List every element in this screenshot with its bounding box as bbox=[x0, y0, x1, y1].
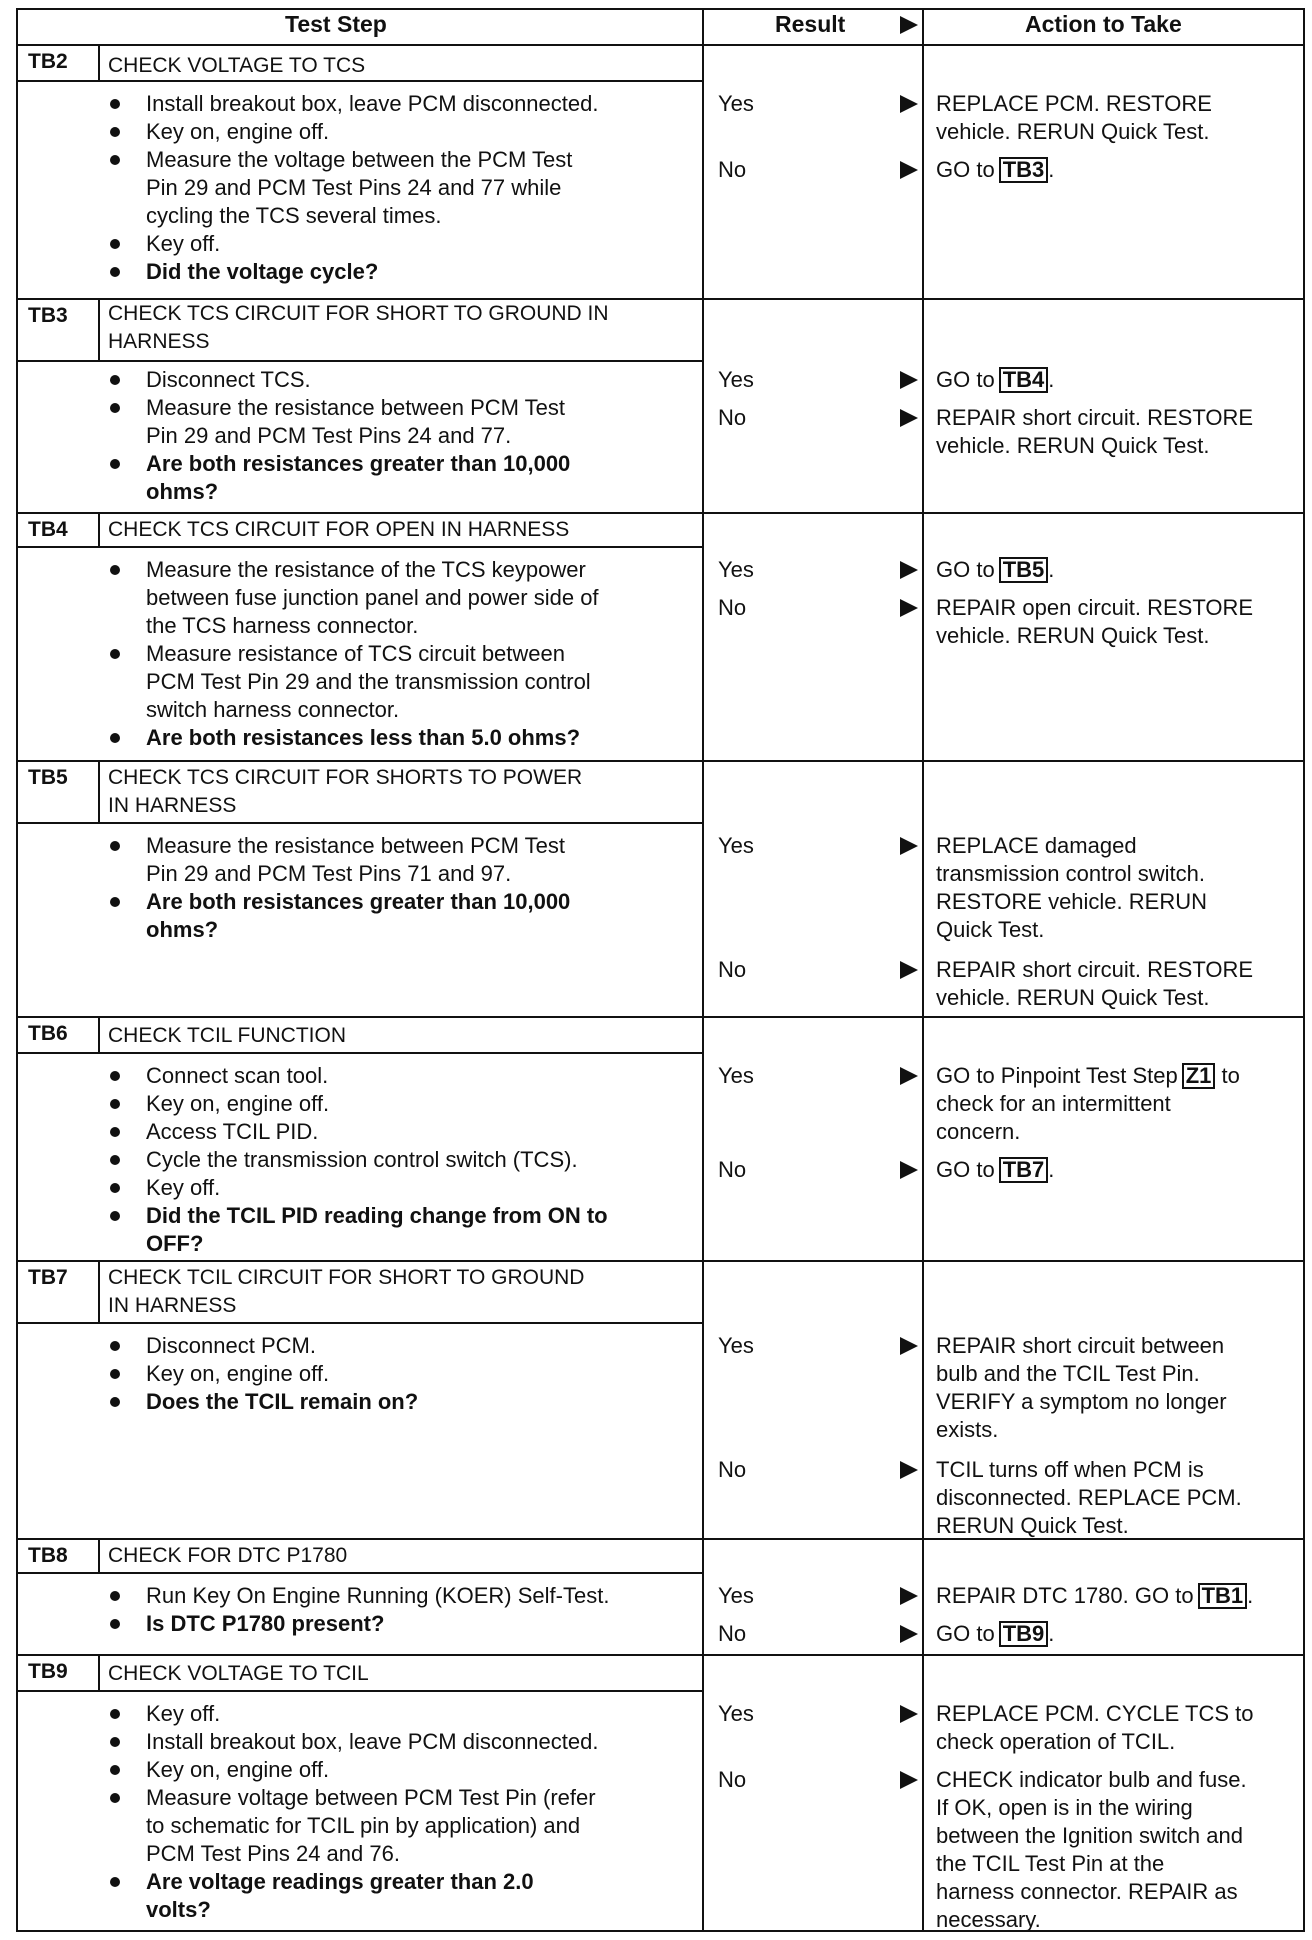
bullet-icon bbox=[110, 267, 120, 277]
bullet-icon bbox=[110, 1071, 120, 1081]
row-tb3-step-text: Are both resistances greater than 10,000 bbox=[146, 451, 571, 476]
result-arrow-icon bbox=[900, 599, 918, 617]
row-tb4-result-yes: Yes bbox=[718, 557, 754, 582]
row-tb4-code: TB4 bbox=[28, 518, 68, 541]
row-tb8-title: CHECK FOR DTC P1780 bbox=[108, 1544, 348, 1567]
bullet-icon bbox=[110, 1155, 120, 1165]
row-tb4-code-underline bbox=[16, 546, 98, 548]
row-tb9-step-text: Key on, engine off. bbox=[146, 1757, 330, 1782]
action-suffix: . bbox=[1048, 1157, 1055, 1182]
row-tb2-step-text: Install breakout box, leave PCM disconnected. bbox=[146, 91, 599, 116]
row-tb9-action-text: CHECK indicator bulb and fuse. bbox=[936, 1767, 1247, 1792]
bullet-icon bbox=[110, 239, 120, 249]
row-tb2-step-text: Pin 29 and PCM Test Pins 24 and 77 while bbox=[146, 175, 562, 200]
row-tb3-title: HARNESS bbox=[108, 330, 210, 353]
bullet-icon bbox=[110, 565, 120, 575]
result-arrow-icon bbox=[900, 1705, 918, 1723]
result-arrow-icon bbox=[900, 1461, 918, 1479]
result-arrow-icon bbox=[900, 1587, 918, 1605]
row-tb2-result-yes: Yes bbox=[718, 91, 754, 116]
bullet-icon bbox=[110, 841, 120, 851]
bullet-icon bbox=[110, 1099, 120, 1109]
row-tb6-code: TB6 bbox=[28, 1022, 68, 1045]
row-tb5-step-text: Measure the resistance between PCM Test bbox=[146, 833, 566, 858]
row-tb7-action-text: exists. bbox=[936, 1417, 999, 1442]
row-tb5-code: TB5 bbox=[28, 766, 68, 789]
row-tb7-step-text: Disconnect PCM. bbox=[146, 1333, 316, 1358]
row-tb9-action-text: check operation of TCIL. bbox=[936, 1729, 1176, 1754]
row-tb5-code-underline bbox=[16, 822, 98, 824]
row-tb9-result-yes: Yes bbox=[718, 1701, 754, 1726]
row-tb2-code-underline bbox=[16, 80, 98, 82]
row-tb7-action-text: VERIFY a symptom no longer bbox=[936, 1389, 1227, 1414]
header-divider bbox=[16, 44, 1305, 46]
row-tb5-divider bbox=[16, 1016, 1305, 1018]
step-reference-link[interactable]: TB9 bbox=[999, 1621, 1049, 1647]
row-tb5-step-text: ohms? bbox=[146, 917, 219, 942]
bullet-icon bbox=[110, 1737, 120, 1747]
step-reference-link[interactable]: TB1 bbox=[1198, 1583, 1248, 1609]
row-tb7-action-text: disconnected. REPLACE PCM. bbox=[936, 1485, 1242, 1510]
row-tb3-title-underline bbox=[98, 360, 702, 362]
row-tb2-step-text: Did the voltage cycle? bbox=[146, 259, 379, 284]
bullet-icon bbox=[110, 1397, 120, 1407]
row-tb4-divider bbox=[16, 760, 1305, 762]
row-tb7-action-text: bulb and the TCIL Test Pin. bbox=[936, 1361, 1200, 1386]
action-prefix: REPAIR DTC 1780. GO to bbox=[936, 1583, 1194, 1608]
row-tb7-code: TB7 bbox=[28, 1266, 68, 1289]
result-arrow-icon bbox=[900, 95, 918, 113]
row-tb7-title: IN HARNESS bbox=[108, 1294, 237, 1317]
header-test-step: Test Step bbox=[285, 11, 387, 37]
row-tb9-code: TB9 bbox=[28, 1660, 68, 1683]
row-tb2-action-text bbox=[936, 156, 1054, 184]
row-tb5-title: CHECK TCS CIRCUIT FOR SHORTS TO POWER bbox=[108, 766, 583, 789]
row-tb9-action-text: necessary. bbox=[936, 1907, 1041, 1932]
row-tb7-title: CHECK TCIL CIRCUIT FOR SHORT TO GROUND bbox=[108, 1266, 585, 1289]
row-tb4-step-text: Measure resistance of TCS circuit between bbox=[146, 641, 565, 666]
row-tb2-code: TB2 bbox=[28, 50, 68, 73]
row-tb8-action-text bbox=[936, 1620, 1054, 1648]
row-tb3-step-text: Disconnect TCS. bbox=[146, 367, 311, 392]
row-tb6-step-text: Key on, engine off. bbox=[146, 1091, 330, 1116]
bullet-icon bbox=[110, 733, 120, 743]
row-tb3-action-text bbox=[936, 366, 1054, 394]
row-tb3-step-text: Measure the resistance between PCM Test bbox=[146, 395, 566, 420]
bullet-icon bbox=[110, 1127, 120, 1137]
bullet-icon bbox=[110, 1183, 120, 1193]
row-tb6-step-text: Access TCIL PID. bbox=[146, 1119, 319, 1144]
row-tb5-action-text: RESTORE vehicle. RERUN bbox=[936, 889, 1207, 914]
bullet-icon bbox=[110, 1765, 120, 1775]
row-tb2-title: CHECK VOLTAGE TO TCS bbox=[108, 54, 366, 77]
bullet-icon bbox=[110, 897, 120, 907]
row-tb7-step-text: Does the TCIL remain on? bbox=[146, 1389, 419, 1414]
row-tb3-step-text: Pin 29 and PCM Test Pins 24 and 77. bbox=[146, 423, 512, 448]
row-tb4-code-divider bbox=[98, 512, 100, 546]
row-tb9-step-text: Install breakout box, leave PCM disconnected. bbox=[146, 1729, 599, 1754]
row-tb3-result-no: No bbox=[718, 405, 747, 430]
row-tb4-step-text: Measure the resistance of the TCS keypower bbox=[146, 557, 586, 582]
row-tb5-step-text: Pin 29 and PCM Test Pins 71 and 97. bbox=[146, 861, 512, 886]
step-reference-link[interactable]: Z1 bbox=[1182, 1063, 1216, 1089]
row-tb4-action-text: REPAIR open circuit. RESTORE bbox=[936, 595, 1254, 620]
row-tb6-code-divider bbox=[98, 1016, 100, 1052]
row-tb9-action-text: harness connector. REPAIR as bbox=[936, 1879, 1238, 1904]
bullet-icon bbox=[110, 1877, 120, 1887]
row-tb3-divider bbox=[16, 512, 1305, 514]
row-tb4-step-text: switch harness connector. bbox=[146, 697, 400, 722]
row-tb7-action-text: RERUN Quick Test. bbox=[936, 1513, 1129, 1538]
result-arrow-icon bbox=[900, 837, 918, 855]
result-arrow-icon bbox=[900, 409, 918, 427]
row-tb8-code-underline bbox=[16, 1572, 98, 1574]
header-result: Result bbox=[775, 11, 846, 37]
row-tb2-title-underline bbox=[98, 80, 702, 82]
step-result-divider bbox=[702, 8, 704, 1932]
row-tb5-action-text: vehicle. RERUN Quick Test. bbox=[936, 985, 1210, 1010]
row-tb8-action-text bbox=[936, 1582, 1253, 1610]
result-arrow-icon bbox=[900, 961, 918, 979]
row-tb3-action-text: vehicle. RERUN Quick Test. bbox=[936, 433, 1210, 458]
bullet-icon bbox=[110, 1709, 120, 1719]
result-arrow-icon bbox=[900, 371, 918, 389]
row-tb6-step-text: Cycle the transmission control switch (TCS). bbox=[146, 1147, 578, 1172]
row-tb7-result-no: No bbox=[718, 1457, 747, 1482]
row-tb2-step-text: cycling the TCS several times. bbox=[146, 203, 442, 228]
row-tb5-result-no: No bbox=[718, 957, 747, 982]
row-tb5-title-underline bbox=[98, 822, 702, 824]
row-tb2-result-no: No bbox=[718, 157, 747, 182]
row-tb7-step-text: Key on, engine off. bbox=[146, 1361, 330, 1386]
row-tb3-step-text: ohms? bbox=[146, 479, 219, 504]
row-tb2-code-divider bbox=[98, 44, 100, 80]
result-arrow-icon bbox=[900, 1337, 918, 1355]
row-tb7-code-underline bbox=[16, 1322, 98, 1324]
row-tb9-result-no: No bbox=[718, 1767, 747, 1792]
result-arrow-icon bbox=[900, 1067, 918, 1085]
action-suffix: . bbox=[1048, 367, 1055, 392]
row-tb4-action-text: vehicle. RERUN Quick Test. bbox=[936, 623, 1210, 648]
row-tb9-action-text: If OK, open is in the wiring bbox=[936, 1795, 1193, 1820]
row-tb9-step-text: volts? bbox=[146, 1897, 211, 1922]
row-tb9-step-text: Measure voltage between PCM Test Pin (refer bbox=[146, 1785, 596, 1810]
row-tb9-step-text: to schematic for TCIL pin by application) and bbox=[146, 1813, 581, 1838]
row-tb5-code-divider bbox=[98, 760, 100, 822]
row-tb5-result-yes: Yes bbox=[718, 833, 754, 858]
action-prefix: GO to bbox=[936, 1621, 995, 1646]
action-prefix: GO to bbox=[936, 157, 995, 182]
row-tb6-action-text: concern. bbox=[936, 1119, 1021, 1144]
row-tb3-code-underline bbox=[16, 360, 98, 362]
row-tb4-step-text: Are both resistances less than 5.0 ohms? bbox=[146, 725, 581, 750]
row-tb9-code-underline bbox=[16, 1690, 98, 1692]
row-tb8-code-divider bbox=[98, 1538, 100, 1572]
bullet-icon bbox=[110, 459, 120, 469]
bullet-icon bbox=[110, 1369, 120, 1379]
action-prefix: GO to bbox=[936, 1157, 995, 1182]
action-suffix: . bbox=[1247, 1583, 1254, 1608]
row-tb6-action-text bbox=[936, 1156, 1054, 1184]
row-tb7-action-text: TCIL turns off when PCM is bbox=[936, 1457, 1204, 1482]
result-action-divider bbox=[922, 8, 924, 1932]
bullet-icon bbox=[110, 155, 120, 165]
bullet-icon bbox=[110, 403, 120, 413]
step-reference-link[interactable]: TB5 bbox=[999, 557, 1049, 583]
bullet-icon bbox=[110, 1341, 120, 1351]
row-tb8-result-yes: Yes bbox=[718, 1583, 754, 1608]
row-tb3-title: CHECK TCS CIRCUIT FOR SHORT TO GROUND IN bbox=[108, 302, 609, 325]
row-tb8-step-text: Is DTC P1780 present? bbox=[146, 1611, 385, 1636]
result-arrow-icon bbox=[900, 1771, 918, 1789]
row-tb7-result-yes: Yes bbox=[718, 1333, 754, 1358]
row-tb8-result-no: No bbox=[718, 1621, 747, 1646]
bullet-icon bbox=[110, 1619, 120, 1629]
row-tb8-title-underline bbox=[98, 1572, 702, 1574]
action-suffix: . bbox=[1048, 557, 1055, 582]
row-tb9-action-text: REPLACE PCM. CYCLE TCS to bbox=[936, 1701, 1254, 1726]
row-tb3-result-yes: Yes bbox=[718, 367, 754, 392]
bullet-icon bbox=[110, 375, 120, 385]
row-tb4-title: CHECK TCS CIRCUIT FOR OPEN IN HARNESS bbox=[108, 518, 570, 541]
row-tb6-step-text: Did the TCIL PID reading change from ON to bbox=[146, 1203, 608, 1228]
row-tb6-action-text bbox=[936, 1062, 1240, 1090]
row-tb6-action-text: check for an intermittent bbox=[936, 1091, 1171, 1116]
row-tb6-title-underline bbox=[98, 1052, 702, 1054]
row-tb6-step-text: Connect scan tool. bbox=[146, 1063, 329, 1088]
result-arrow-icon bbox=[900, 561, 918, 579]
row-tb9-title-underline bbox=[98, 1690, 702, 1692]
bullet-icon bbox=[110, 99, 120, 109]
row-tb2-action-text: vehicle. RERUN Quick Test. bbox=[936, 119, 1210, 144]
row-tb3-action-text: REPAIR short circuit. RESTORE bbox=[936, 405, 1254, 430]
row-tb8-divider bbox=[16, 1654, 1305, 1656]
row-tb9-code-divider bbox=[98, 1654, 100, 1690]
action-suffix: . bbox=[1048, 157, 1055, 182]
result-arrow-icon bbox=[900, 1161, 918, 1179]
row-tb6-title: CHECK TCIL FUNCTION bbox=[108, 1024, 347, 1047]
row-tb9-step-text: Key off. bbox=[146, 1701, 221, 1726]
row-tb3-code: TB3 bbox=[28, 304, 68, 327]
row-tb9-action-text: between the Ignition switch and bbox=[936, 1823, 1243, 1848]
row-tb6-divider bbox=[16, 1260, 1305, 1262]
row-tb2-step-text: Key on, engine off. bbox=[146, 119, 330, 144]
row-tb4-step-text: between fuse junction panel and power side of bbox=[146, 585, 599, 610]
row-tb7-code-divider bbox=[98, 1260, 100, 1322]
row-tb6-step-text: Key off. bbox=[146, 1175, 221, 1200]
row-tb2-step-text: Measure the voltage between the PCM Test bbox=[146, 147, 573, 172]
row-tb5-title: IN HARNESS bbox=[108, 794, 237, 817]
result-arrow-icon bbox=[900, 161, 918, 179]
bullet-icon bbox=[110, 127, 120, 137]
row-tb6-code-underline bbox=[16, 1052, 98, 1054]
row-tb4-result-no: No bbox=[718, 595, 747, 620]
row-tb6-step-text: OFF? bbox=[146, 1231, 204, 1256]
action-prefix: GO to Pinpoint Test Step bbox=[936, 1063, 1178, 1088]
row-tb7-action-text: REPAIR short circuit between bbox=[936, 1333, 1225, 1358]
row-tb5-action-text: REPLACE damaged bbox=[936, 833, 1137, 858]
bullet-icon bbox=[110, 1211, 120, 1221]
row-tb6-result-yes: Yes bbox=[718, 1063, 754, 1088]
row-tb4-action-text bbox=[936, 556, 1054, 584]
action-prefix: GO to bbox=[936, 367, 995, 392]
row-tb3-code-divider bbox=[98, 298, 100, 360]
bullet-icon bbox=[110, 649, 120, 659]
header-arrow-icon bbox=[900, 16, 918, 34]
row-tb5-action-text: REPAIR short circuit. RESTORE bbox=[936, 957, 1254, 982]
row-tb4-step-text: PCM Test Pin 29 and the transmission control bbox=[146, 669, 591, 694]
row-tb5-step-text: Are both resistances greater than 10,000 bbox=[146, 889, 571, 914]
bullet-icon bbox=[110, 1591, 120, 1601]
row-tb8-step-text: Run Key On Engine Running (KOER) Self-Test. bbox=[146, 1583, 610, 1608]
step-reference-link[interactable]: TB4 bbox=[999, 367, 1049, 393]
bullet-icon bbox=[110, 1793, 120, 1803]
step-reference-link[interactable]: TB3 bbox=[999, 157, 1049, 183]
action-suffix: to bbox=[1215, 1063, 1240, 1088]
action-prefix: GO to bbox=[936, 557, 995, 582]
result-arrow-icon bbox=[900, 1625, 918, 1643]
row-tb4-title-underline bbox=[98, 546, 702, 548]
row-tb5-action-text: Quick Test. bbox=[936, 917, 1045, 942]
row-tb8-code: TB8 bbox=[28, 1544, 68, 1567]
row-tb5-action-text: transmission control switch. bbox=[936, 861, 1205, 886]
row-tb9-step-text: PCM Test Pins 24 and 76. bbox=[146, 1841, 400, 1866]
row-tb9-title: CHECK VOLTAGE TO TCIL bbox=[108, 1662, 369, 1685]
row-tb7-title-underline bbox=[98, 1322, 702, 1324]
row-tb9-action-text: the TCIL Test Pin at the bbox=[936, 1851, 1165, 1876]
row-tb6-result-no: No bbox=[718, 1157, 747, 1182]
action-suffix: . bbox=[1048, 1621, 1055, 1646]
row-tb4-step-text: the TCS harness connector. bbox=[146, 613, 419, 638]
header-action: Action to Take bbox=[1025, 11, 1182, 37]
row-tb2-step-text: Key off. bbox=[146, 231, 221, 256]
row-tb2-action-text: REPLACE PCM. RESTORE bbox=[936, 91, 1212, 116]
row-tb9-step-text: Are voltage readings greater than 2.0 bbox=[146, 1869, 534, 1894]
step-reference-link[interactable]: TB7 bbox=[999, 1157, 1049, 1183]
